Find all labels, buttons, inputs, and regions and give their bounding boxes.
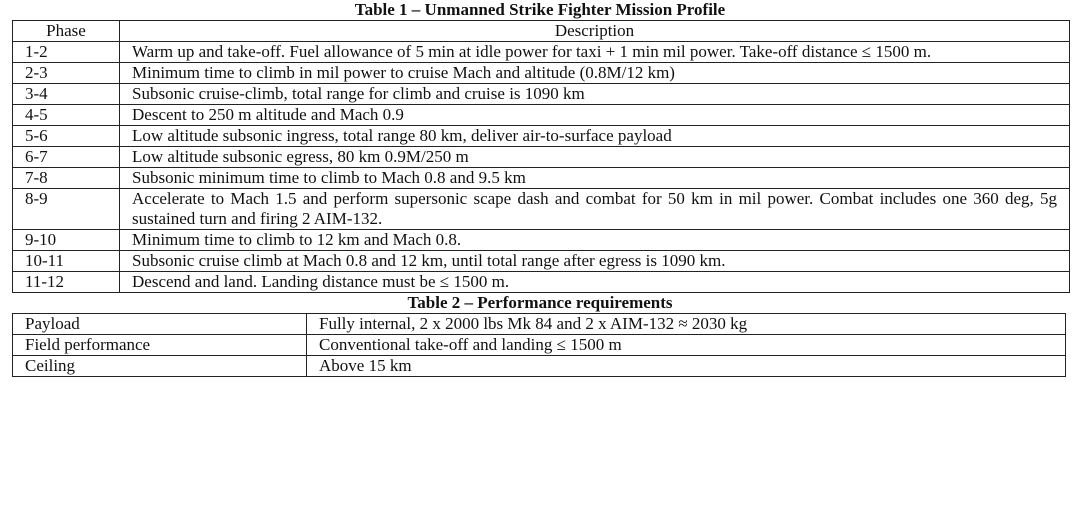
table1-caption: Table 1 – Unmanned Strike Fighter Mission Profile <box>354 0 726 19</box>
requirement-value-cell: Conventional take-off and landing ≤ 1500 m <box>307 335 1066 356</box>
description-cell: Accelerate to Mach 1.5 and perform supersonic scape dash and combat for 50 km in mil power. Combat includes one 360 deg, 5g sustained turn and firing 2 AIM-132. <box>120 189 1070 230</box>
table2-caption: Table 2 – Performance requirements <box>407 293 673 312</box>
requirement-label-cell: Field performance <box>13 335 307 356</box>
requirement-value-cell: Fully internal, 2 x 2000 lbs Mk 84 and 2 x AIM-132 ≈ 2030 kg <box>307 314 1066 335</box>
phase-cell: 5-6 <box>13 126 120 147</box>
requirement-label-cell: Ceiling <box>13 356 307 377</box>
description-cell: Descent to 250 m altitude and Mach 0.9 <box>120 105 1070 126</box>
phase-cell: 9-10 <box>13 230 120 251</box>
phase-cell: 3-4 <box>13 84 120 105</box>
table-row <box>13 251 1070 272</box>
description-cell: Warm up and take-off. Fuel allowance of 5 min at idle power for taxi + 1 min mil power. Take-off distance ≤ 1500 m. <box>120 42 1070 63</box>
table2-body <box>13 314 1066 377</box>
phase-cell: 2-3 <box>13 63 120 84</box>
description-cell: Subsonic cruise climb at Mach 0.8 and 12 km, until total range after egress is 1090 km. <box>120 251 1070 272</box>
description-column-header: Description <box>120 21 1070 42</box>
performance-requirements-table <box>12 313 1066 377</box>
requirement-label-cell: Payload <box>13 314 307 335</box>
table-row <box>13 63 1070 84</box>
mission-profile-table <box>12 20 1070 293</box>
description-cell: Subsonic cruise-climb, total range for climb and cruise is 1090 km <box>120 84 1070 105</box>
table-row <box>13 189 1070 230</box>
table-row <box>13 168 1070 189</box>
table-row <box>13 147 1070 168</box>
phase-cell: 8-9 <box>13 189 120 230</box>
description-cell: Descend and land. Landing distance must be ≤ 1500 m. <box>120 272 1070 293</box>
table-row <box>13 105 1070 126</box>
phase-cell: 4-5 <box>13 105 120 126</box>
description-cell: Minimum time to climb in mil power to cruise Mach and altitude (0.8M/12 km) <box>120 63 1070 84</box>
description-cell: Low altitude subsonic egress, 80 km 0.9M/250 m <box>120 147 1070 168</box>
phase-cell: 6-7 <box>13 147 120 168</box>
table-row <box>13 314 1066 335</box>
table-row <box>13 42 1070 63</box>
table-row <box>13 272 1070 293</box>
table-row <box>13 356 1066 377</box>
table-row <box>13 230 1070 251</box>
table-row <box>13 84 1070 105</box>
phase-cell: 7-8 <box>13 168 120 189</box>
table-row <box>13 126 1070 147</box>
table-row <box>13 335 1066 356</box>
phase-column-header: Phase <box>13 21 120 42</box>
table1-header-row <box>13 21 1070 42</box>
table1-body <box>13 42 1070 293</box>
phase-cell: 10-11 <box>13 251 120 272</box>
requirement-value-cell: Above 15 km <box>307 356 1066 377</box>
phase-cell: 1-2 <box>13 42 120 63</box>
phase-cell: 11-12 <box>13 272 120 293</box>
description-cell: Minimum time to climb to 12 km and Mach 0.8. <box>120 230 1070 251</box>
description-cell: Low altitude subsonic ingress, total range 80 km, deliver air-to-surface payload <box>120 126 1070 147</box>
description-cell: Subsonic minimum time to climb to Mach 0.8 and 9.5 km <box>120 168 1070 189</box>
